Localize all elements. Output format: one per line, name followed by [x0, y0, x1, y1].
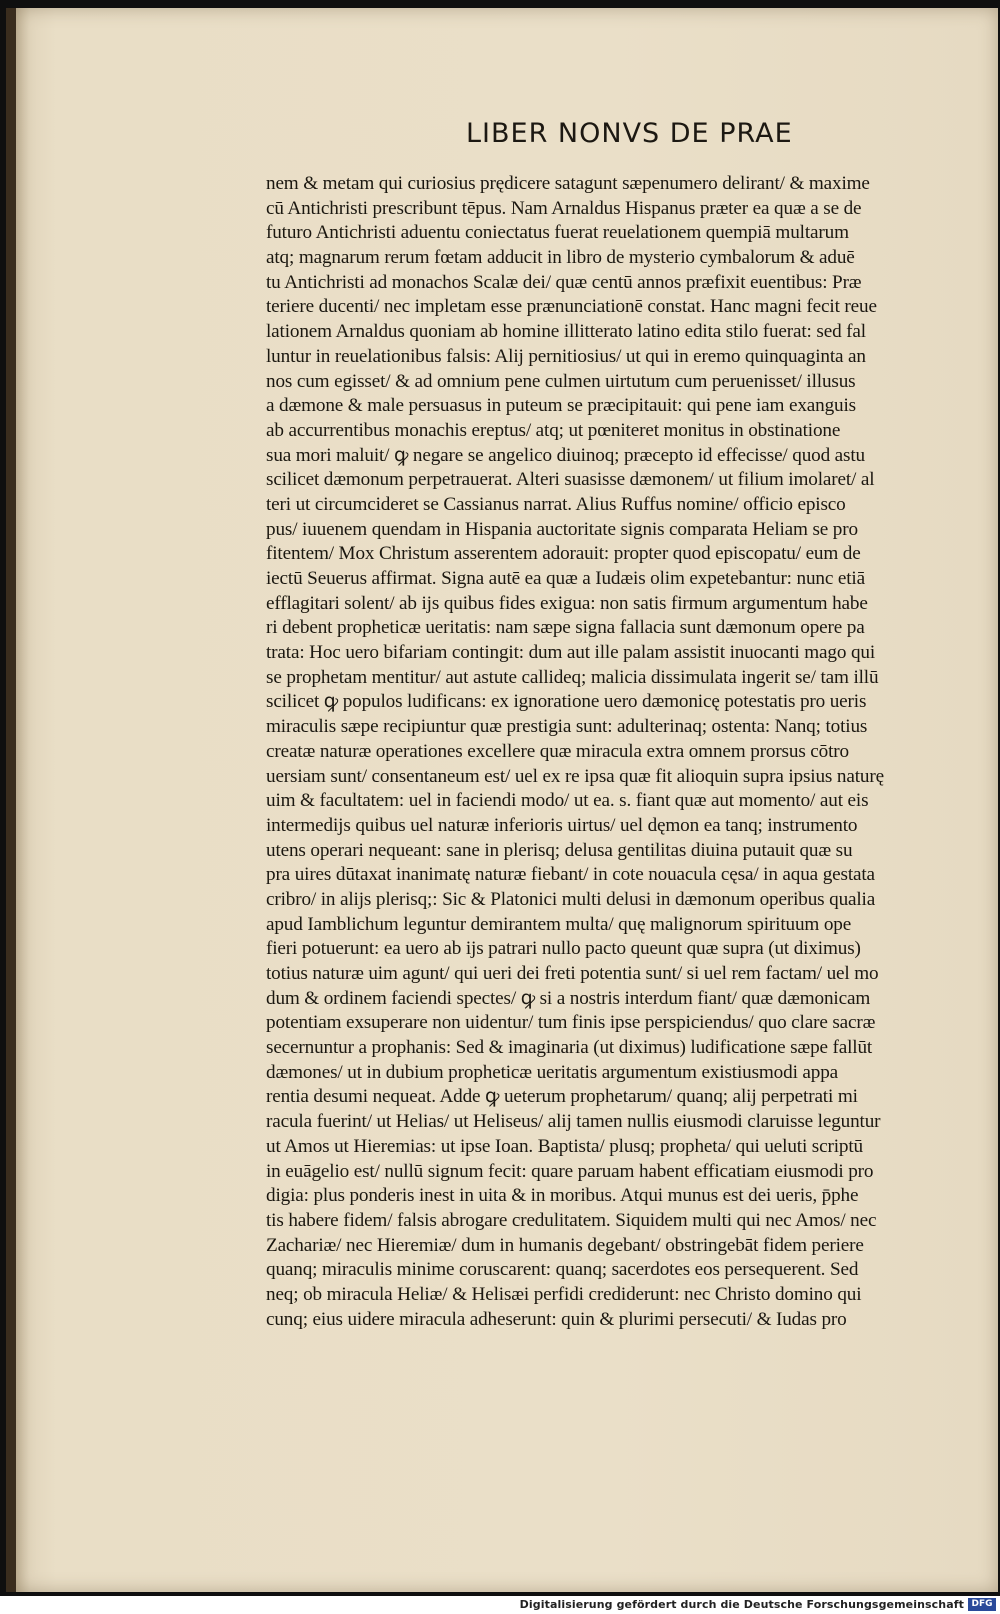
text-line: lationem Arnaldus quoniam ab homine illitterato latino edita stilo fuerat: sed fal	[266, 321, 866, 343]
running-head: LIBER NONVS DE PRAE	[466, 118, 793, 149]
footer-credit: Digitalisierung gefördert durch die Deutsche Forschungsgemeinschaft	[519, 1598, 964, 1611]
text-line: futuro Antichristi aduentu coniectatus fuerat reuelationem quempiā multarum	[266, 222, 849, 244]
text-line: ut Amos ut Hieremias: ut ipse Ioan. Baptista/ plusq; propheta/ qui ueluti scriptū	[266, 1135, 863, 1157]
text-line: tis habere fidem/ falsis abrogare credulitatem. Siquidem multi qui nec Amos/ nec	[266, 1209, 877, 1231]
book-page	[6, 8, 998, 1592]
text-line: atq; magnarum rerum fœtam adducit in libro de mysterio cymbalorum & aduē	[266, 247, 855, 269]
text-line: quanq; miraculis minime coruscarent: quanq; sacerdotes eos persequerent. Sed	[266, 1259, 859, 1281]
text-line: secernuntur a prophanis: Sed & imaginaria (ut diximus) ludificatione sæpe fallūt	[266, 1037, 873, 1059]
text-line: potentiam exsuperare non uidentur/ tum finis ipse perspiciendus/ quo clare sacræ	[266, 1012, 876, 1034]
text-line: trata: Hoc uero bifariam contingit: dum aut ille palam assistit inuocanti mago qui	[266, 642, 876, 664]
text-line: cribro/ in alijs plerisq;: Sic & Platonici multi delusi in dæmonum operibus qualia	[266, 888, 876, 910]
text-line: teri ut circumcideret se Cassianus narrat. Alius Ruffus nomine/ officio episco	[266, 493, 846, 515]
dfg-logo: DFG	[968, 1598, 996, 1611]
text-line: se prophetam mentitur/ aut astute callideq; malicia dissimulata ingerit se/ tam illū	[266, 666, 879, 688]
text-line: miraculis sæpe recipiuntur quæ prestigia sunt: adulterinaq; ostenta: Nanq; totius	[266, 716, 868, 738]
text-line: uim & facultatem: uel in faciendi modo/ ut ea. s. fiant quæ aut momento/ aut eis	[266, 790, 869, 812]
text-line: dum & ordinem faciendi spectes/ ꝙ si a nostris interdum fiant/ quæ dæmonicam	[266, 987, 871, 1009]
text-line: nos cum egisset/ & ad omnium pene culmen uirtutum cum peruenisset/ illusus	[266, 370, 856, 392]
text-line: creatæ naturæ operationes excellere quæ miracula extra omnem prorsus cōtro	[266, 740, 849, 762]
text-line: nem & metam qui curiosius prędicere satagunt sæpenumero delirant/ & maxime	[266, 173, 870, 194]
text-line: utens operari nequeant: sane in plerisq; delusa gentilitas diuina putauit quæ su	[266, 839, 853, 861]
text-line: totius naturæ uim agunt/ qui ueri dei freti potentia sunt/ si uel rem factam/ uel mo	[266, 963, 879, 984]
text-line: sua mori maluit/ ꝙ negare se angelico diuinoq; præcepto id effecisse/ quod astu	[266, 444, 865, 466]
text-line: fitentem/ Mox Christum asserentem adorauit: propter quod episcopatu/ eum de	[266, 543, 861, 565]
text-line: luntur in reuelationibus falsis: Alij pernitiosius/ ut qui in eremo quinquaginta an	[266, 345, 866, 367]
text-line: cunq; eius uidere miracula adheserunt: quin & plurimi persecuti/ & Iudas pro	[266, 1308, 847, 1330]
text-line: ri debent propheticæ ueritatis: nam sæpe signa fallacia sunt dæmonum opere pa	[266, 617, 865, 639]
text-line: scilicet ꝙ populos ludificans: ex ignoratione uero dæmonicę potestatis pro ueris	[266, 691, 867, 713]
text-line: rentia desumi nequeat. Adde ꝙ ueterum prophetarum/ quanq; alij perpetrati mi	[266, 1086, 858, 1108]
text-line: efflagitari solent/ ab ijs quibus fides exigua: non satis firmum argumentum habe	[266, 592, 868, 614]
text-line: pus/ iuuenem quendam in Hispania auctoritate signis comparata Heliam se pro	[266, 518, 858, 540]
text-line: cū Antichristi prescribunt tēpus. Nam Arnaldus Hispanus præter ea quæ a se de	[266, 197, 862, 219]
text-line: tu Antichristi ad monachos Scalæ dei/ quæ centū annos præfixit euentibus: Præ	[266, 271, 862, 293]
text-line: in euāgelio est/ nullū signum fecit: quare paruam habent efficatiam eiusmodi pro	[266, 1160, 874, 1182]
text-line: Zachariæ/ nec Hieremiæ/ dum in humanis degebant/ obstringebāt fidem periere	[266, 1234, 864, 1256]
text-line: racula fuerint/ ut Helias/ ut Heliseus/ alij tamen nullis eiusmodi claruisse leguntur	[266, 1111, 881, 1133]
text-line: a dæmone & male persuasus in puteum se præcipitauit: qui pene iam exanguis	[266, 395, 856, 417]
text-line: fieri potuerunt: ea uero ab ijs patrari nullo pacto queunt quæ supra (ut diximus)	[266, 938, 861, 960]
text-line: digia: plus ponderis inest in uita & in moribus. Atqui munus est dei ueris, p̄phe	[266, 1185, 859, 1207]
text-line: iectū Seuerus affirmat. Signa autē ea quæ a Iudæis olim expetebantur: nunc etiā	[266, 568, 865, 589]
body-text	[266, 172, 1000, 1332]
text-line: pra uires dūtaxat inanimatę naturæ fiebant/ in cote nouacula cęsa/ in aqua gestata	[266, 864, 875, 886]
text-line: teriere ducenti/ nec impletam esse prænunciationē constat. Hanc magni fecit reue	[266, 296, 877, 318]
text-line: intermedijs quibus uel naturæ inferioris uirtus/ uel dęmon ea tanq; instrumento	[266, 814, 858, 836]
text-line: apud Iamblichum leguntur demirantem multa/ quę malignorum spirituum ope	[266, 913, 852, 935]
text-line: dæmones/ ut in dubium propheticæ ueritatis argumentum existiusmodi appa	[266, 1061, 839, 1083]
text-line: ab accurrentibus monachis ereptus/ atq; ut pœniteret monitus in obstinatione	[266, 419, 841, 441]
footer-bar	[0, 1596, 1000, 1614]
text-line: uersiam sunt/ consentaneum est/ uel ex re ipsa quæ fit alioquin supra ipsius naturę	[266, 765, 884, 787]
text-line: scilicet dæmonum perpetrauerat. Alteri suasisse dæmonem/ ut filium imolaret/ al	[266, 469, 875, 491]
text-line: neq; ob miracula Heliæ/ & Helisæi perfidi crediderunt: nec Christo domino qui	[266, 1283, 862, 1305]
